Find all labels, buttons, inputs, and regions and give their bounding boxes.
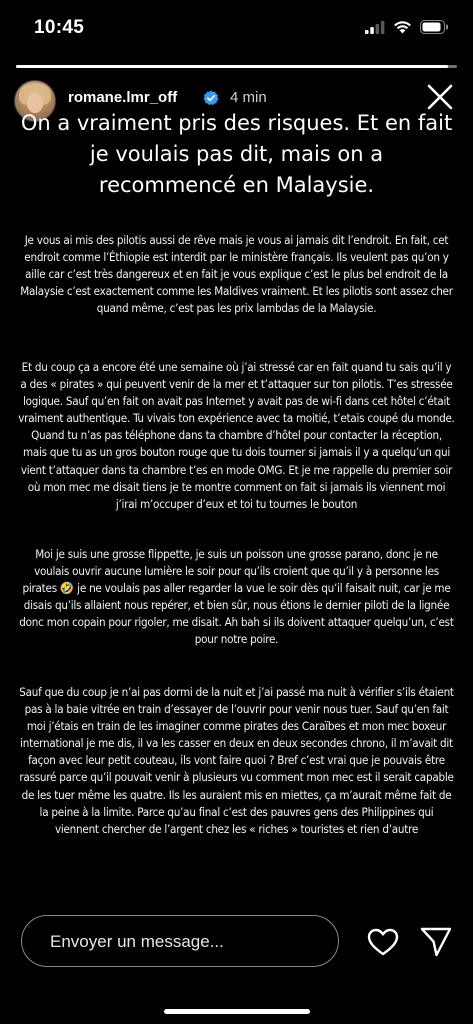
username[interactable]: romane.lmr_off xyxy=(68,89,178,106)
reply-bar xyxy=(0,898,473,1024)
story-progress-fill xyxy=(16,65,448,68)
status-icons xyxy=(365,20,449,34)
home-indicator[interactable] xyxy=(164,1009,310,1014)
wifi-icon xyxy=(393,20,412,34)
status-bar xyxy=(0,0,473,56)
cellular-signal-icon xyxy=(365,21,385,34)
story-paragraph-2: Et du coup ça a encore été une semaine où j’ai stressé car en fait quand tu sais qu’il y a des « pirates » qui peuvent venir de la mer et t’attaquer sur ton pilotis. T’es stressée logique. Sauf qu’en fait on avait pas Internet y avait pas de wi-fi dans cet hôtel c’était vraiment authentique. Tu vivais ton expérience avec ta moitié, t’etais coupé du monde. Quand tu n’as pas téléphone dans ta chambre d’hôtel pour contacter la réception, mais que tu as un gros bouton rouge que tu dois tourner si jamais il y a quelqu’un qui vient t’attaquer dans ta chambre t’es en mode OMG. Et je me rappelle du premier soir où mon mec me disait tiens je te montre comment on fait si jamais ils viennent moi j’irai m’occuper d’eux et toi tu tournes le bouton xyxy=(18,360,455,511)
story-paragraph-3: Moi je suis une grosse flippette, je suis un poisson une grosse parano, donc je ne voulais ouvrir aucune lumière le soir pour qu’ils croient que qu’il y à personne les pirates 🤣 je ne voulais pas aller regarder la vue le soir dès qu’il faisait nuit, car je me disais qu’ils allaient nous repérer, et bien sûr, nous étions le dernier piloti de la lignée donc mon copain pour rigoler, me disait. Ah bah si ils doivent attaquer quelqu’un, c’est pour notre poire. xyxy=(19,547,454,647)
battery-icon xyxy=(420,20,449,34)
story-paragraph-4: Sauf que du coup je n’ai pas dormi de la nuit et j’ai passé ma nuit à vérifier s’ils étaient pas à la baie vitrée en train d’essayer de l’ouvrir pour venir nous tuer. Sauf qu’en fait moi j’étais en train de les imaginer comme pirates des Caraïbes et mon mec boxeur international je me dis, il va les casser en deux en deux secondes chrono, il m’avait dit façon avec leur petit couteau, ils vont faire quoi ? Bref c’est vrai que je pouvais être rassuré parce qu’il pouvait venir à plusieurs vu comment mon mec est il serait capable de les tuer même les quatre. Ils les auraient mis en miettes, ça m’aurait même fait de la peine à la limite. Parce qu’au final c’est des pauvres gens des Philippines qui viennent chercher de l’argent chez les « riches » touristes et rien d’autre xyxy=(19,685,454,836)
message-box[interactable] xyxy=(21,915,339,967)
message-input[interactable] xyxy=(48,928,322,956)
send-icon[interactable] xyxy=(420,927,452,957)
story-title: On a vraiment pris des risques. Et en fait je voulais pas dit, mais on a recommencé en Malaysie. xyxy=(20,111,453,197)
story-viewer[interactable] xyxy=(0,58,473,898)
story-time-ago: 4 min xyxy=(230,89,267,106)
status-time: 10:45 xyxy=(34,17,85,38)
heart-icon[interactable] xyxy=(367,928,399,956)
verified-badge-icon xyxy=(203,90,219,106)
story-paragraph-1: Je vous ai mis des pilotis aussi de rêve mais je vous ai jamais dit l’endroit. En fait, cet endroit comme l’Éthiopie est interdit par le ministère français. Ils veulent pas qu’on y aille car c’est très dangereux et en fait je vous explique c’est le plus bel endroit de la Malaysie c’est exactement comme les Maldives vraiment. Et les pilotis sont assez cher quand même, c’est pas les prix lambdas de la Malaysie. xyxy=(20,233,453,316)
story-progress-bar xyxy=(16,65,457,68)
